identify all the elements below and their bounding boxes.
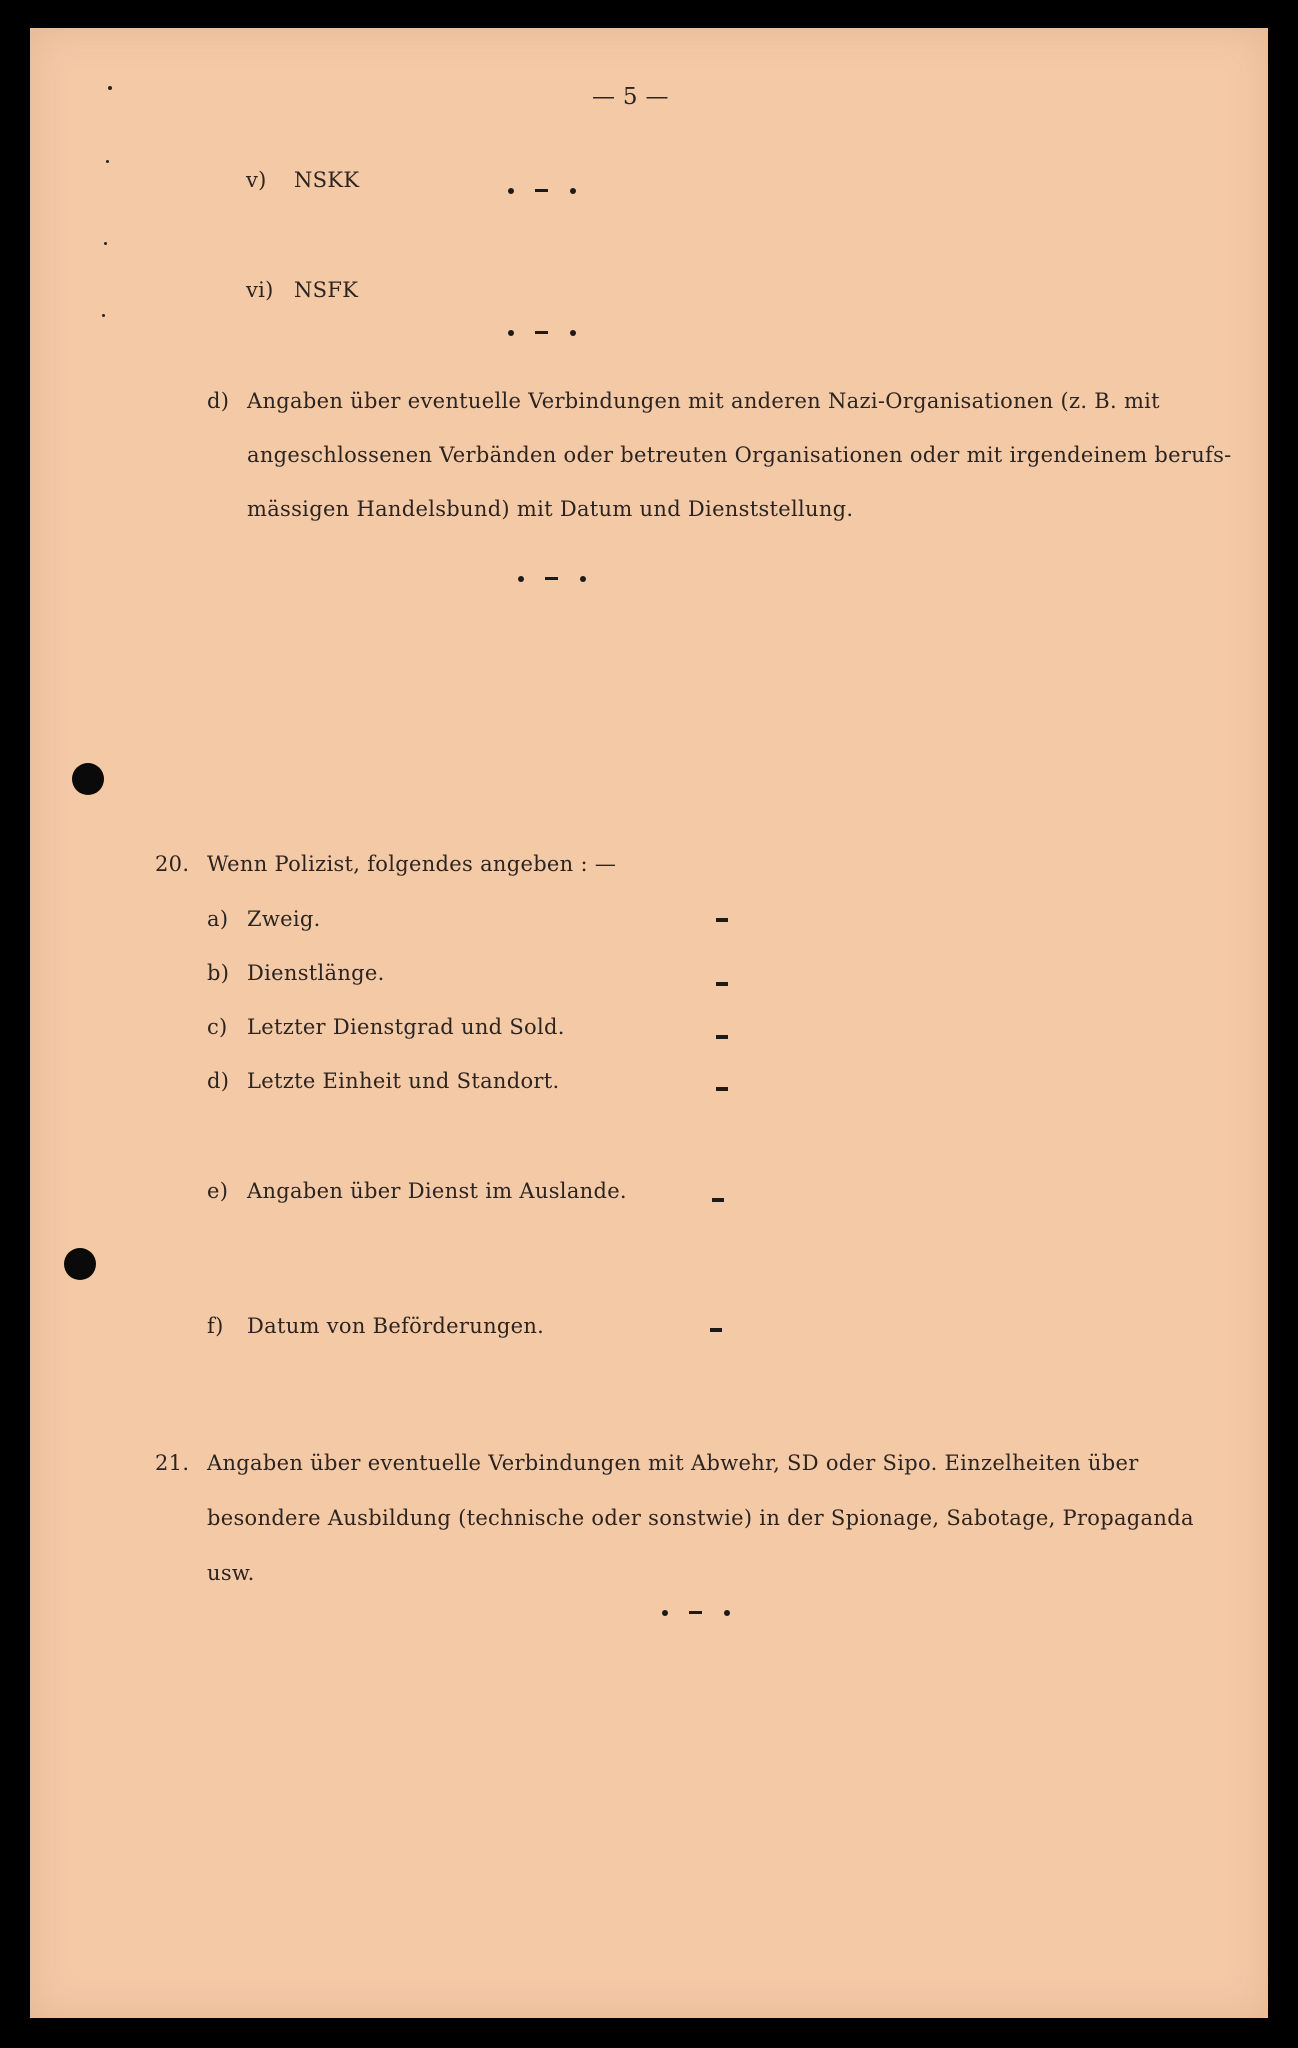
q20-a-text: Zweig.: [247, 907, 321, 931]
punch-hole-top: [72, 763, 104, 795]
item-v-label: v): [246, 168, 267, 192]
q20-b-text: Dienstlänge.: [247, 961, 385, 985]
q20-b-label: b): [207, 961, 230, 985]
margin-speck: [104, 242, 107, 245]
item-d-line2: angeschlossenen Verbänden oder betreuten Organisationen oder mit irgendeinem berufs-: [247, 443, 1232, 467]
punch-hole-bottom: [64, 1248, 96, 1280]
q20-c-label: c): [207, 1015, 228, 1039]
q20-e-label: e): [207, 1179, 229, 1203]
q20-title: Wenn Polizist, folgendes angeben : —: [207, 852, 617, 876]
margin-speck: [106, 160, 109, 163]
item-d-line1: Angaben über eventuelle Verbindungen mit anderen Nazi-Organisationen (z. B. mit: [247, 389, 1160, 413]
answer-dash: [710, 1328, 722, 1332]
q21-line1: Angaben über eventuelle Verbindungen mit Abwehr, SD oder Sipo. Einzelheiten über: [207, 1451, 1139, 1475]
item-vi-label: vi): [246, 278, 274, 302]
item-d-line3: mässigen Handelsbund) mit Datum und Dienststellung.: [247, 497, 854, 521]
q20-e-text: Angaben über Dienst im Auslande.: [247, 1179, 627, 1203]
answer-dash: [716, 1087, 728, 1091]
q21-line2: besondere Ausbildung (technische oder sonstwie) in der Spionage, Sabotage, Propaganda: [207, 1506, 1194, 1530]
item-v-text: NSKK: [294, 168, 360, 192]
answer-dash: [716, 1035, 728, 1039]
answer-dash: [716, 982, 728, 986]
q20-f-text: Datum von Beförderungen.: [247, 1314, 545, 1338]
q20-number: 20.: [155, 852, 190, 876]
q20-d-label: d): [207, 1069, 230, 1093]
placeholder-dot-dash-dot: [662, 1606, 732, 1620]
answer-dash: [716, 918, 728, 922]
q20-d-text: Letzte Einheit und Standort.: [247, 1069, 560, 1093]
item-vi-text: NSFK: [294, 278, 359, 302]
q20-f-label: f): [207, 1314, 224, 1338]
q20-c-text: Letzter Dienstgrad und Sold.: [247, 1015, 565, 1039]
q21-number: 21.: [155, 1451, 190, 1475]
item-d-label: d): [207, 389, 230, 413]
placeholder-dot-dash-dot: [518, 572, 588, 586]
placeholder-dot-dash-dot: [508, 184, 578, 198]
margin-speck: [108, 86, 112, 90]
margin-speck: [102, 314, 105, 317]
placeholder-dot-dash-dot: [508, 326, 578, 340]
answer-dash: [712, 1198, 724, 1202]
q21-line3: usw.: [207, 1561, 255, 1585]
page-number: — 5 —: [592, 84, 669, 110]
q20-a-label: a): [207, 907, 229, 931]
